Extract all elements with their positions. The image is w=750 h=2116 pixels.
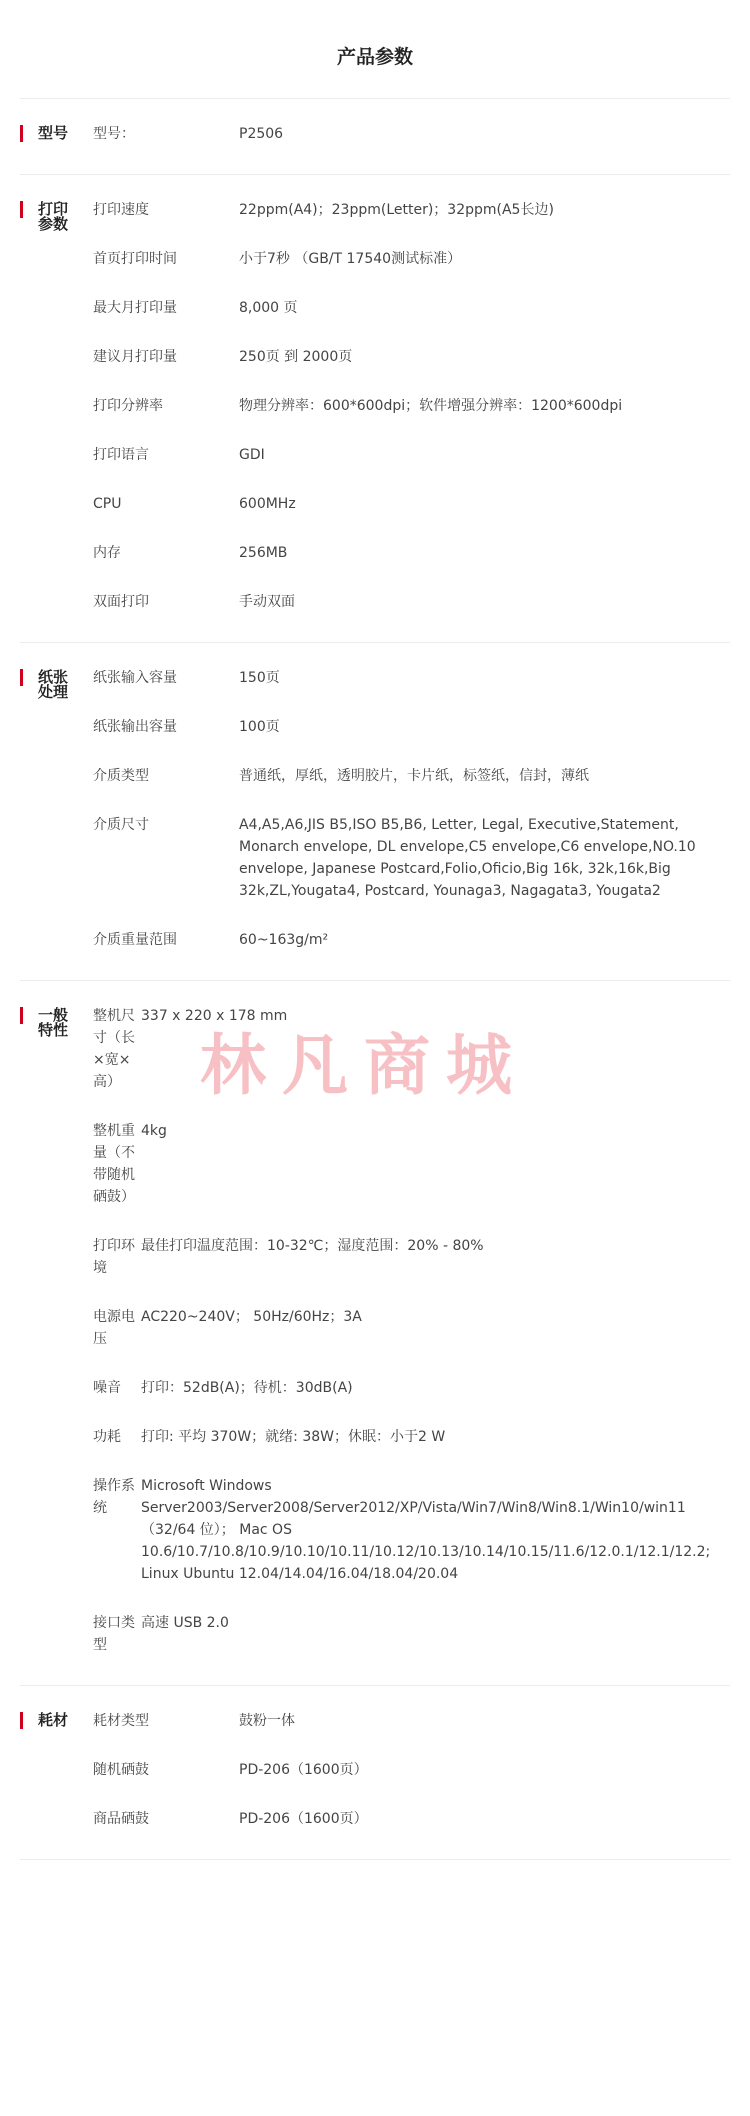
spec-row bbox=[93, 334, 730, 383]
spec-label: 首页打印时间 bbox=[93, 251, 177, 267]
spec-row bbox=[93, 704, 730, 753]
spec-value: 手动双面 bbox=[239, 594, 295, 610]
spec-label: 整机尺寸（长×宽×高） bbox=[93, 1008, 135, 1090]
spec-row bbox=[93, 481, 730, 530]
spec-row bbox=[93, 1796, 730, 1845]
spec-row bbox=[93, 236, 730, 285]
spec-value: 4kg bbox=[141, 1123, 167, 1139]
spec-value: GDI bbox=[239, 447, 265, 463]
spec-value: P2506 bbox=[239, 126, 284, 142]
spec-value: 打印：52dB(A)；待机：30dB(A) bbox=[141, 1380, 353, 1396]
spec-label: 双面打印 bbox=[93, 594, 149, 610]
spec-value: 8,000 页 bbox=[239, 300, 298, 316]
spec-label: 打印语言 bbox=[93, 447, 149, 463]
spec-label: CPU bbox=[93, 496, 122, 512]
spec-label: 介质类型 bbox=[93, 768, 149, 784]
spec-label: 介质重量范围 bbox=[93, 932, 177, 948]
section-title: 耗材 bbox=[20, 1698, 72, 1845]
section-title: 纸张处理 bbox=[20, 655, 72, 966]
spec-row bbox=[93, 432, 730, 481]
spec-value: 60~163g/m² bbox=[239, 932, 329, 948]
spec-label: 建议月打印量 bbox=[93, 349, 177, 365]
section-consumables bbox=[20, 1686, 730, 1860]
spec-value: AC220~240V； 50Hz/60Hz；3A bbox=[141, 1309, 362, 1325]
spec-value: 高速 USB 2.0 bbox=[141, 1615, 229, 1631]
spec-value: 物理分辨率：600*600dpi；软件增强分辨率：1200*600dpi bbox=[239, 398, 623, 414]
spec-rows bbox=[72, 1698, 730, 1845]
spec-value: 小于7秒 （GB/T 17540测试标准） bbox=[239, 251, 462, 267]
spec-rows bbox=[72, 111, 730, 160]
page-title: 产品参数 bbox=[336, 46, 413, 68]
spec-label: 整机重量（不带随机硒鼓） bbox=[93, 1123, 135, 1205]
spec-row bbox=[93, 655, 730, 704]
spec-row bbox=[93, 579, 730, 628]
spec-label: 随机硒鼓 bbox=[93, 1762, 149, 1778]
spec-label: 噪音 bbox=[93, 1380, 121, 1396]
spec-row bbox=[93, 1698, 730, 1747]
spec-label: 商品硒鼓 bbox=[93, 1811, 149, 1827]
spec-label: 纸张输入容量 bbox=[93, 670, 177, 686]
spec-value: 普通纸，厚纸，透明胶片，卡片纸，标签纸，信封，薄纸 bbox=[239, 768, 589, 784]
spec-label: 型号： bbox=[93, 126, 135, 142]
spec-value: 打印: 平均 370W；就绪: 38W；休眠：小于2 W bbox=[141, 1429, 446, 1445]
spec-row bbox=[93, 187, 730, 236]
spec-value: 600MHz bbox=[239, 496, 296, 512]
spec-label: 纸张输出容量 bbox=[93, 719, 177, 735]
section-paper-handling bbox=[20, 643, 730, 981]
spec-row bbox=[93, 753, 730, 802]
spec-label: 打印分辨率 bbox=[93, 398, 163, 414]
spec-value: 最佳打印温度范围：10-32℃；湿度范围：20% - 80% bbox=[141, 1238, 484, 1254]
spec-value: 337 x 220 x 178 mm bbox=[141, 1008, 288, 1024]
spec-label: 操作系统 bbox=[93, 1478, 135, 1516]
spec-label: 介质尺寸 bbox=[93, 817, 149, 833]
watermark: 林凡商城 bbox=[200, 1026, 528, 1104]
spec-label: 内存 bbox=[93, 545, 121, 561]
spec-rows bbox=[72, 655, 730, 966]
spec-row bbox=[93, 285, 730, 334]
spec-row bbox=[93, 1463, 730, 1600]
spec-label: 最大月打印量 bbox=[93, 300, 177, 316]
spec-value: 鼓粉一体 bbox=[239, 1713, 295, 1729]
spec-row bbox=[93, 1108, 730, 1223]
spec-label: 耗材类型 bbox=[93, 1713, 149, 1729]
section-title: 打印参数 bbox=[20, 187, 72, 628]
spec-row bbox=[93, 802, 730, 917]
spec-value: 150页 bbox=[239, 670, 280, 686]
spec-value: 100页 bbox=[239, 719, 280, 735]
spec-value: 250页 到 2000页 bbox=[239, 349, 353, 365]
spec-value: 22ppm(A4)；23ppm(Letter)；32ppm(A5长边) bbox=[239, 202, 554, 218]
spec-value: Microsoft Windows Server2003/Server2008/Server2012/XP/Vista/Win7/Win8/Win8.1/Win10/win11（32/64 位）； Mac OS 10.6/10.7/10.8/10.9/10.10/10.11/10.12/10.13/10.14/10.15/11.6/12.0.1/12.1/12.2; Linux Ubuntu 12.04/14.04/16.04/18.04/20.04 bbox=[141, 1478, 711, 1582]
spec-row bbox=[93, 917, 730, 966]
spec-value: PD-206（1600页） bbox=[239, 1811, 368, 1827]
spec-row bbox=[93, 530, 730, 579]
spec-label: 接口类型 bbox=[93, 1615, 135, 1653]
section-title: 型号 bbox=[20, 111, 72, 160]
spec-row bbox=[93, 1223, 730, 1294]
spec-row bbox=[93, 1600, 730, 1671]
spec-value: A4,A5,A6,JIS B5,ISO B5,B6, Letter, Legal, Executive,Statement, Monarch envelope, DL envelope,C5 envelope,C6 envelope,NO.10 envelope, Japanese Postcard,Folio,Oficio,Big 16k, 32k,16k,Big 32k,ZL,Yougata4, Postcard, Younaga3, Nagagata3, Yougata2 bbox=[239, 817, 696, 899]
section-title: 一般特性 bbox=[20, 993, 72, 1671]
section-model bbox=[20, 99, 730, 175]
spec-value: PD-206（1600页） bbox=[239, 1762, 368, 1778]
spec-rows bbox=[72, 187, 730, 628]
spec-row bbox=[93, 111, 730, 160]
spec-label: 打印速度 bbox=[93, 202, 149, 218]
spec-row bbox=[93, 1294, 730, 1365]
spec-label: 打印环境 bbox=[93, 1238, 135, 1276]
section-print-params bbox=[20, 175, 730, 643]
spec-row bbox=[93, 383, 730, 432]
spec-row bbox=[93, 1365, 730, 1414]
spec-row bbox=[93, 1747, 730, 1796]
spec-value: 256MB bbox=[239, 545, 288, 561]
spec-label: 电源电压 bbox=[93, 1309, 135, 1347]
spec-label: 功耗 bbox=[93, 1429, 121, 1445]
spec-row bbox=[93, 1414, 730, 1463]
